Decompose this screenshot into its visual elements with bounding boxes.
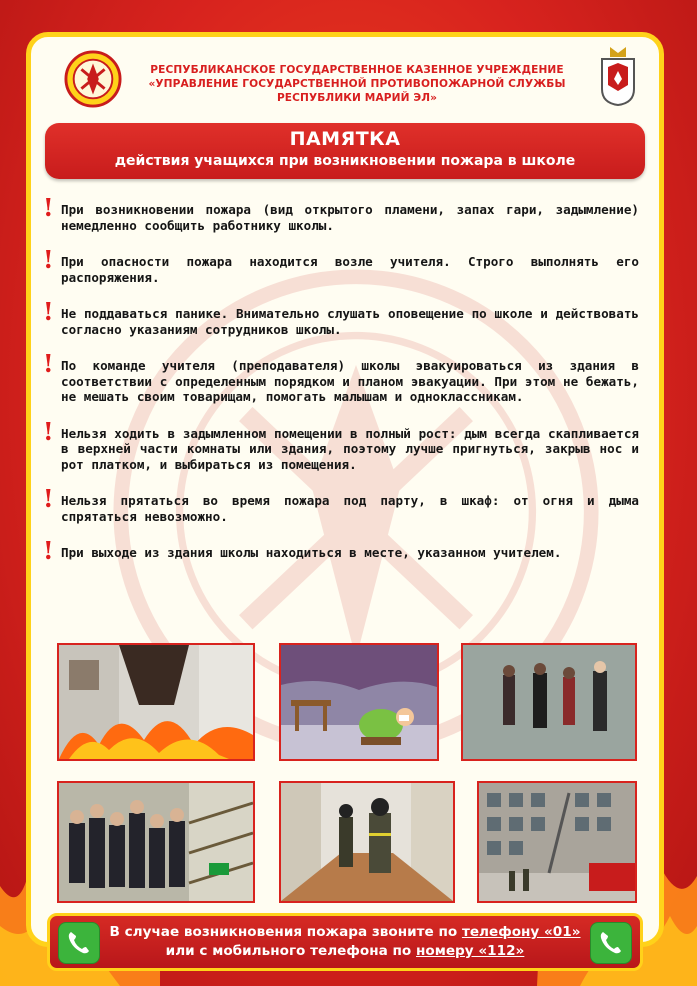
photo-grid	[57, 643, 637, 903]
org-line-2: «УПРАВЛЕНИЕ ГОСУДАРСТВЕННОЙ ПРОТИВОПОЖАРНОЙ СЛУЖБЫ	[148, 78, 566, 90]
fire-service-emblem-icon	[64, 50, 122, 108]
phone-icon	[590, 922, 632, 964]
list-item	[43, 416, 647, 473]
list-item	[43, 536, 647, 565]
rule-text: Не поддаваться панике. Внимательно слушать оповещение по школе и действовать согласно указаниям сотрудников школы.	[61, 306, 639, 337]
list-item	[43, 349, 647, 405]
phone-icon	[58, 922, 100, 964]
title-banner	[45, 123, 645, 179]
org-line-3: РЕСПУБЛИКИ МАРИЙ ЭЛ»	[276, 92, 438, 104]
photo-school-building-firetruck	[477, 781, 637, 903]
emergency-line-2-text: или с мобильного телефона по	[165, 943, 416, 959]
emergency-text	[108, 923, 582, 961]
exclamation-icon: !	[43, 193, 54, 222]
phone-number-01[interactable]: телефону «01»	[461, 924, 581, 940]
rules-list	[43, 193, 647, 582]
page-subtitle: действия учащихся при возникновении пожара в школе	[114, 153, 576, 169]
exclamation-icon: !	[43, 536, 54, 565]
organization-name	[131, 63, 583, 105]
photo-smoky-evacuation	[461, 643, 637, 761]
phone-number-112[interactable]: номеру «112»	[416, 943, 525, 959]
rule-text: При опасности пожара находится возле учителя. Строго выполнять его распоряжения.	[61, 254, 639, 285]
emergency-call-banner	[47, 913, 643, 971]
exclamation-icon: !	[43, 349, 54, 378]
rule-text: Нельзя прятаться во время пожара под парту, в шкаф: от огня и дыма спрятаться невозможно.	[61, 493, 639, 524]
exclamation-icon: !	[43, 245, 54, 274]
exclamation-icon: !	[43, 297, 54, 326]
exclamation-icon: !	[43, 484, 54, 513]
rule-text: Нельзя ходить в задымленном помещении в полный рост: дым всегда скапливается в верхней части комнаты или здания, поэтому лучше пригнуться, закрыв нос и рот платком, и выбираться из помещения.	[61, 425, 639, 472]
photo-crouching-illustration	[279, 643, 439, 761]
list-item	[43, 245, 647, 285]
exclamation-icon: !	[43, 416, 54, 446]
photo-burning-corridor	[57, 643, 255, 761]
list-item	[43, 484, 647, 524]
rule-text: При возникновении пожара (вид открытого пламени, запах гари, задымление) немедленно сообщить работнику школы.	[61, 202, 639, 233]
photo-firefighters-corridor	[279, 781, 455, 903]
org-line-1: РЕСПУБЛИКАНСКОЕ ГОСУДАРСТВЕННОЕ КАЗЕННОЕ УЧРЕЖДЕНИЕ	[150, 64, 564, 76]
page-title: ПАМЯТКА	[289, 128, 401, 150]
content-panel	[26, 32, 664, 959]
mari-el-coat-of-arms-icon	[598, 45, 638, 107]
list-item	[43, 193, 647, 233]
emergency-line-1-text: В случае возникновения пожара звоните по	[109, 924, 462, 940]
rule-text: При выходе из здания школы находиться в месте, указанном учителем.	[61, 545, 562, 560]
emergency-line-1	[108, 923, 582, 942]
list-item	[43, 297, 647, 337]
rule-text: По команде учителя (преподавателя) школы эвакуироваться из здания в соответствии с определенным порядком и планом эвакуации. При этом не бежать, не мешать своим товарищам, помогать малышам и одноклассникам.	[61, 358, 639, 404]
emergency-line-2	[108, 942, 582, 961]
photo-students-on-stairs	[57, 781, 255, 903]
